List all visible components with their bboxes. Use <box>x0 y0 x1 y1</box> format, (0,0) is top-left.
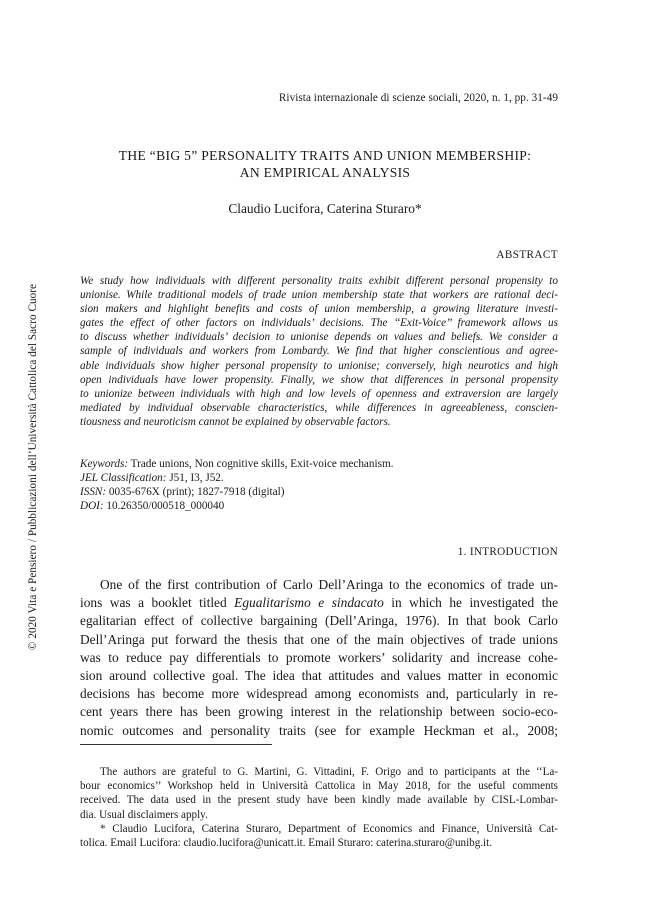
author-list: Claudio Lucifora, Caterina Sturaro* <box>228 201 422 216</box>
keywords-row <box>80 457 558 471</box>
jel-label: JEL Classification: <box>80 472 167 485</box>
abstract-line: We study how individuals with different personality traits exhibit different personal propensity to <box>80 275 558 287</box>
footnote-line: dia. Usual disclaimers apply. <box>80 808 208 821</box>
doi-value: 10.26350/000518_000040 <box>106 500 225 513</box>
body-line: Dell’Aringa put forward the thesis that one of the main objectives of trade unions <box>80 631 558 647</box>
body-line: egalitarian effect of collective bargaining (Dell’Aringa, 1976). In that book Carlo <box>80 613 558 629</box>
body-line: was to reduce pay differentials to promote workers’ solidarity and increase cohe- <box>80 649 558 665</box>
doi-label: DOI: <box>80 500 104 513</box>
abstract-heading: ABSTRACT <box>496 249 558 261</box>
issn-value: 0035-676X (print); 1827-7918 (digital) <box>108 486 285 499</box>
doi-row <box>80 499 558 513</box>
footnote-line: * Claudio Lucifora, Caterina Sturaro, Department of Economics and Finance, Università Cat- <box>100 822 558 835</box>
abstract-line: gates the effect of other factors on individuals’ decisions. The ‘‘Exit-Voice’’ framework allows us <box>80 317 558 330</box>
abstract-line: unionise. While traditional models of trade union membership state that workers are rational deci- <box>80 289 558 302</box>
body-line: cent years there has been growing interest in the relationship between socio-eco- <box>80 704 558 720</box>
book-title: Egualitarismo e sindacato <box>234 595 384 611</box>
body-line: ions was a booklet titled Egualitarismo e sindacato in which he investigated the <box>80 595 559 611</box>
abstract-line: able individuals show higher personal propensity to unionise; conversely, high neurotics and high <box>80 359 558 372</box>
keywords-label: Keywords: <box>80 458 129 470</box>
abstract-line: tiousness and neuroticism cannot be explained by observable factors. <box>80 415 391 428</box>
abstract-line: mediated by individual observable characteristics, while differences in agreeableness, conscien- <box>80 401 558 414</box>
introduction-body <box>80 576 558 740</box>
footnote-line: received. The data used in the present study have been kindly made available by CISL-Lombar- <box>80 794 558 807</box>
abstract-line: to discuss whether individuals’ decision to unionise depends on values and beliefs. We consider a <box>80 331 558 344</box>
footnotes <box>80 765 558 850</box>
body-line: sion around collective goal. The idea that attitudes and values matter in economic <box>80 668 558 684</box>
journal-reference: Rivista internazionale di scienze sociali, 2020, n. 1, pp. 31-49 <box>278 92 558 104</box>
abstract-line: sion makers and highlight benefits and costs of union membership, a growing literature investi- <box>80 303 558 316</box>
abstract-line: sample of individuals and workers from Lombardy. We find that higher conscientious and agree- <box>80 345 558 358</box>
jel-row <box>80 471 558 485</box>
issn-row <box>80 485 558 499</box>
side-copyright-notice: © 2020 Vita e Pensiero / Pubblicazioni dell’Università Cattolica del Sacro Cuore <box>27 283 39 651</box>
footnote-line: The authors are grateful to G. Martini, G. Vittadini, F. Origo and to participants at the ‘‘La- <box>100 766 558 778</box>
body-line: One of the first contribution of Carlo Dell’Aringa to the economics of trade un- <box>100 577 558 592</box>
paper-title-line-1: THE “BIG 5” PERSONALITY TRAITS AND UNION MEMBERSHIP: <box>118 148 532 163</box>
footnote-line: bour economics’’ Workshop held in Università Cattolica in May 2018, for the useful comments <box>80 780 558 793</box>
keywords-block <box>80 457 558 513</box>
footnote-line: tolica. Email Lucifora: claudio.lucifora@unicatt.it. Email Sturaro: caterina.sturaro@unibg.it. <box>80 837 492 850</box>
body-line: nomic outcomes and personality traits (see for example Heckman et al., 2008; <box>80 722 558 738</box>
abstract-line: open individuals have lower propensity. Finally, we show that differences in personal propensity <box>80 373 558 386</box>
abstract-body <box>80 274 558 429</box>
body-line: decisions has become more widespread among economists and, particularly in re- <box>80 686 558 702</box>
keywords-value: Trade unions, Non cognitive skills, Exit-voice mechanism. <box>130 458 394 470</box>
issn-label: ISSN: <box>80 486 107 499</box>
footnote-divider <box>80 744 272 745</box>
jel-value: J51, I3, J52. <box>169 472 224 485</box>
paper-title-line-2: AN EMPIRICAL ANALYSIS <box>239 165 411 180</box>
abstract-line: to unionize between individuals with high and low levels of openness and extraversion are largely <box>80 387 558 400</box>
section-heading: 1. INTRODUCTION <box>457 546 558 558</box>
